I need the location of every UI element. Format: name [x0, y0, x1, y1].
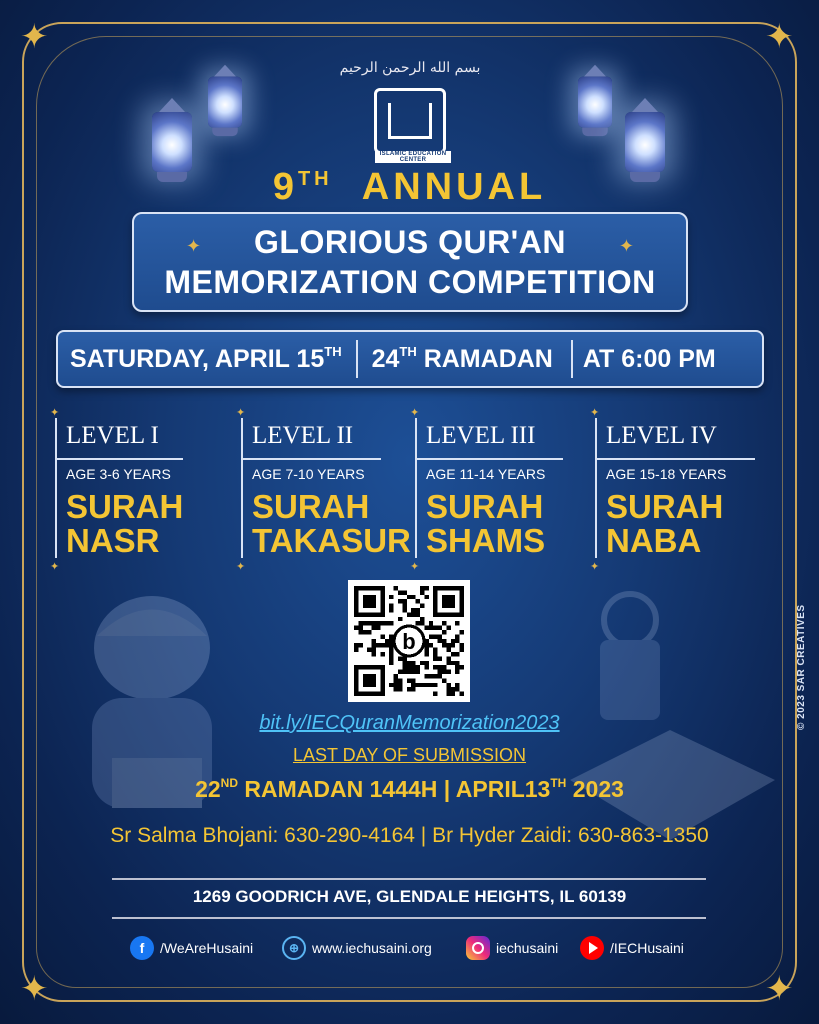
bismillah-calligraphy: بسم الله الرحمن الرحيم [339, 60, 481, 76]
social-label: /IECHusaini [610, 940, 684, 956]
globe-icon: ⊕ [282, 936, 306, 960]
level-name: LEVEL II [252, 422, 354, 449]
corner-star-icon: ✦ [765, 18, 794, 56]
corner-star-icon: ✦ [20, 970, 49, 1008]
logo-tag: ISLAMIC EDUCATION CENTER [375, 151, 451, 163]
star-icon: ✦ [186, 236, 202, 256]
title-line-1: GLORIOUS QUR'AN [254, 224, 566, 260]
social-label: /WeAreHusaini [160, 940, 254, 956]
social-label: www.iechusaini.org [312, 940, 432, 956]
annual-number: 9 [272, 166, 298, 208]
divider [112, 917, 706, 919]
lantern-icon [208, 65, 242, 142]
contact-info: Sr Salma Bhojani: 630-290-4164 | Br Hyder Zaidi: 630-863-1350 [110, 824, 709, 847]
level-column: ✦ ✦ LEVEL IV AGE 15-18 YEARS SURAH NABA [592, 410, 764, 572]
level-column: ✦ ✦ LEVEL III AGE 11-14 YEARS SURAH SHAMS [412, 410, 592, 572]
deadline-date: 22ND RAMADAN 1444H | APRIL13TH 2023 [195, 776, 624, 802]
social-youtube[interactable] [580, 933, 684, 963]
instagram-icon [466, 936, 490, 960]
date-bar [56, 330, 764, 388]
level-age: AGE 11-14 YEARS [426, 466, 546, 482]
level-column: ✦ ✦ LEVEL I AGE 3-6 YEARS SURAH NASR [50, 407, 184, 573]
level-surah: SURAH NASR [66, 488, 184, 559]
level-surah: SURAH TAKASUR [252, 488, 411, 559]
level-name: LEVEL IV [606, 422, 717, 449]
level-column: ✦ ✦ LEVEL II AGE 7-10 YEARS SURAH TAKASUR [236, 407, 411, 573]
level-name: LEVEL I [66, 422, 159, 449]
address: 1269 GOODRICH AVE, GLENDALE HEIGHTS, IL 60139 [192, 887, 627, 906]
qr-code[interactable] [348, 580, 470, 702]
social-facebook[interactable] [130, 933, 253, 963]
date-day: SATURDAY, APRIL 15TH [70, 344, 342, 373]
youtube-icon [580, 936, 604, 960]
date-separator [571, 340, 573, 378]
deadline-label: LAST DAY OF SUBMISSION [292, 745, 527, 765]
star-icon: ✦ [618, 236, 634, 256]
level-surah: SURAH SHAMS [426, 488, 546, 559]
level-surah: SURAH NABA [606, 488, 724, 559]
annual-suffix: TH [297, 168, 333, 190]
divider [112, 878, 706, 880]
annual-word: ANNUAL [361, 166, 547, 208]
level-name: LEVEL III [426, 422, 536, 449]
iec-logo [374, 88, 447, 163]
levels-section [50, 407, 764, 573]
corner-star-icon: ✦ [20, 18, 49, 56]
copyright-credit: © 2023 SAR CREATIVES [796, 604, 807, 730]
date-time: AT 6:00 PM [582, 344, 716, 373]
level-age: AGE 7-10 YEARS [252, 466, 365, 482]
lantern-icon [578, 65, 612, 142]
corner-star-icon: ✦ [765, 970, 794, 1008]
social-links [130, 933, 700, 963]
level-age: AGE 3-6 YEARS [66, 466, 171, 482]
facebook-icon: f [130, 936, 154, 960]
svg-text:b: b [402, 628, 416, 654]
date-ramadan: 24TH RAMADAN [371, 344, 553, 373]
date-separator [356, 340, 358, 378]
title-line-2: MEMORIZATION COMPETITION [164, 264, 656, 300]
social-website[interactable] [282, 933, 432, 963]
level-age: AGE 15-18 YEARS [606, 466, 727, 482]
social-label: iechusaini [496, 940, 559, 956]
social-instagram[interactable] [466, 933, 558, 963]
title-panel [132, 212, 688, 312]
annual-heading [0, 166, 819, 209]
registration-link[interactable]: bit.ly/IECQuranMemorization2023 [259, 712, 560, 734]
